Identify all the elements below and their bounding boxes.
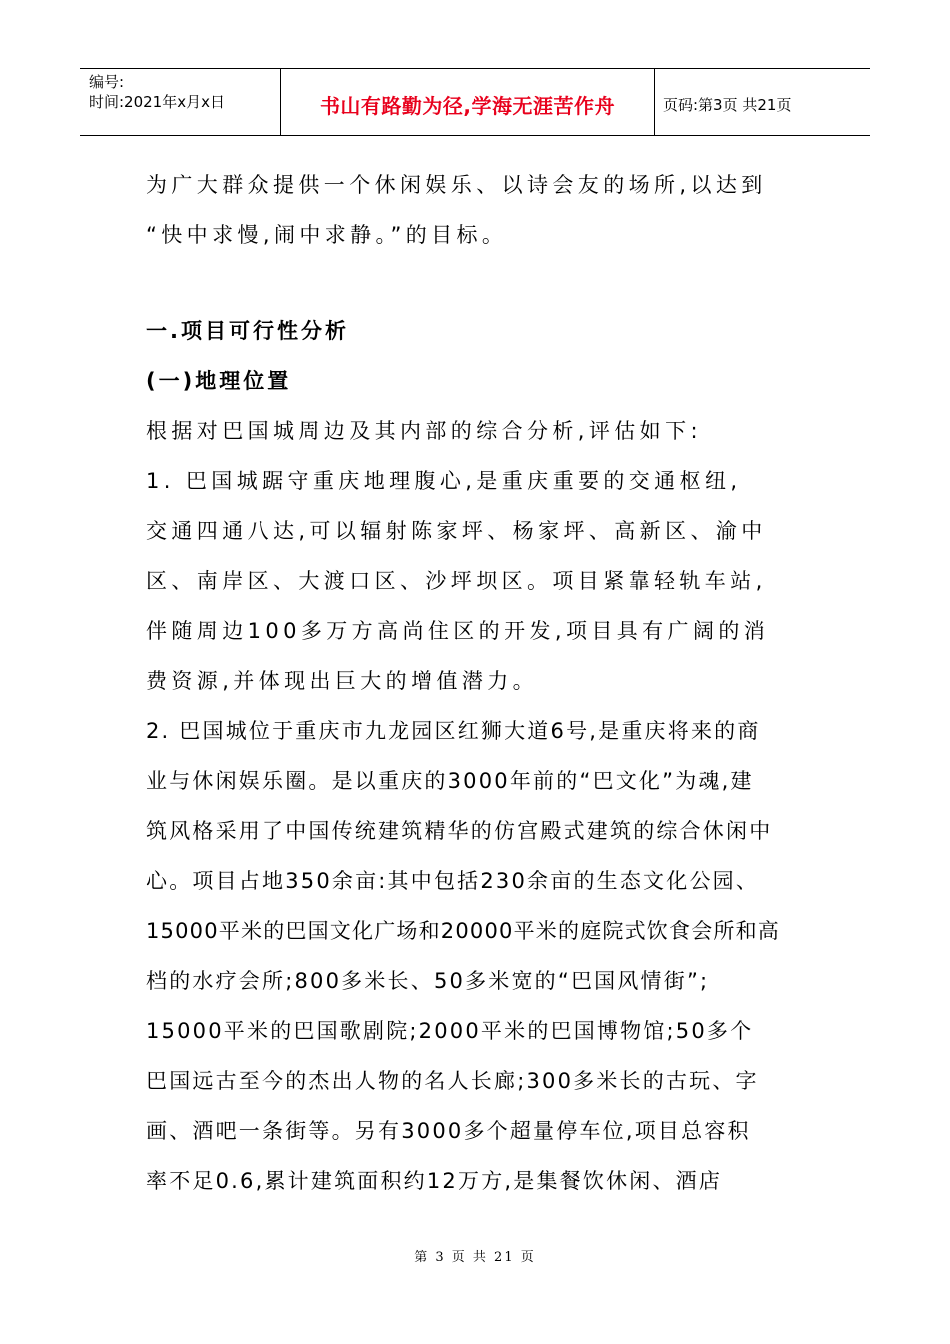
header-motto-cell [281, 69, 655, 135]
body-line: 伴随周边100多万方高尚住区的开发,项目具有广阔的消 [146, 619, 770, 643]
body-line: 档的水疗会所;800多米长、50多米宽的“巴国风情街”; [146, 969, 710, 993]
header-meta [80, 69, 281, 135]
body-line: 画、酒吧一条街等。另有3000多个超量停车位,项目总容积 [146, 1119, 751, 1143]
body-line: 筑风格采用了中国传统建筑精华的仿宫殿式建筑的综合休闲中 [146, 819, 773, 843]
subsection-title: (一)地理位置 [146, 369, 292, 393]
body-line: 1. 巴国城踞守重庆地理腹心,是重庆重要的交通枢纽, [146, 469, 742, 493]
intro-line-1: 为广大群众提供一个休闲娱乐、以诗会友的场所,以达到 [146, 173, 767, 197]
body-line: 区、南岸区、大渡口区、沙坪坝区。项目紧靠轻轨车站, [146, 569, 767, 593]
body-line: 15000平米的巴国歌剧院;2000平米的巴国博物馆;50多个 [146, 1019, 754, 1043]
body-line: 业与休闲娱乐圈。是以重庆的3000年前的“巴文化”为魂,建 [146, 769, 754, 793]
header-motto: 书山有路勤为径,学海无涯苦作舟 [319, 93, 616, 118]
page-header [80, 68, 870, 136]
intro-line-2: “快中求慢,闹中求静。”的目标。 [146, 223, 508, 247]
body-line: 率不足0.6,累计建筑面积约12万方,是集餐饮休闲、酒店 [146, 1169, 723, 1193]
body-line: 交通四通八达,可以辐射陈家坪、杨家坪、高新区、渝中 [146, 519, 767, 543]
document-number-label: 编号: [89, 73, 125, 91]
header-page-info: 页码:第3页 共21页 [663, 95, 792, 114]
body-line: 巴国远古至今的杰出人物的名人长廊;300多米长的古玩、字 [146, 1069, 759, 1093]
body-line: 根据对巴国城周边及其内部的综合分析,评估如下: [146, 419, 702, 443]
document-time-label: 时间:2021年x月x日 [89, 93, 225, 111]
body-line: 15000平米的巴国文化广场和20000平米的庭院式饮食会所和高 [146, 919, 781, 943]
body-line: 费资源,并体现出巨大的增值潜力。 [146, 669, 539, 693]
body-line: 2. 巴国城位于重庆市九龙园区红狮大道6号,是重庆将来的商 [146, 719, 761, 743]
page-footer: 第 3 页 共 21 页 [414, 1250, 536, 1265]
document-body [146, 160, 806, 1206]
body-line: 心。项目占地350余亩:其中包括230余亩的生态文化公园、 [146, 869, 760, 893]
section-title: 一.项目可行性分析 [146, 319, 349, 343]
